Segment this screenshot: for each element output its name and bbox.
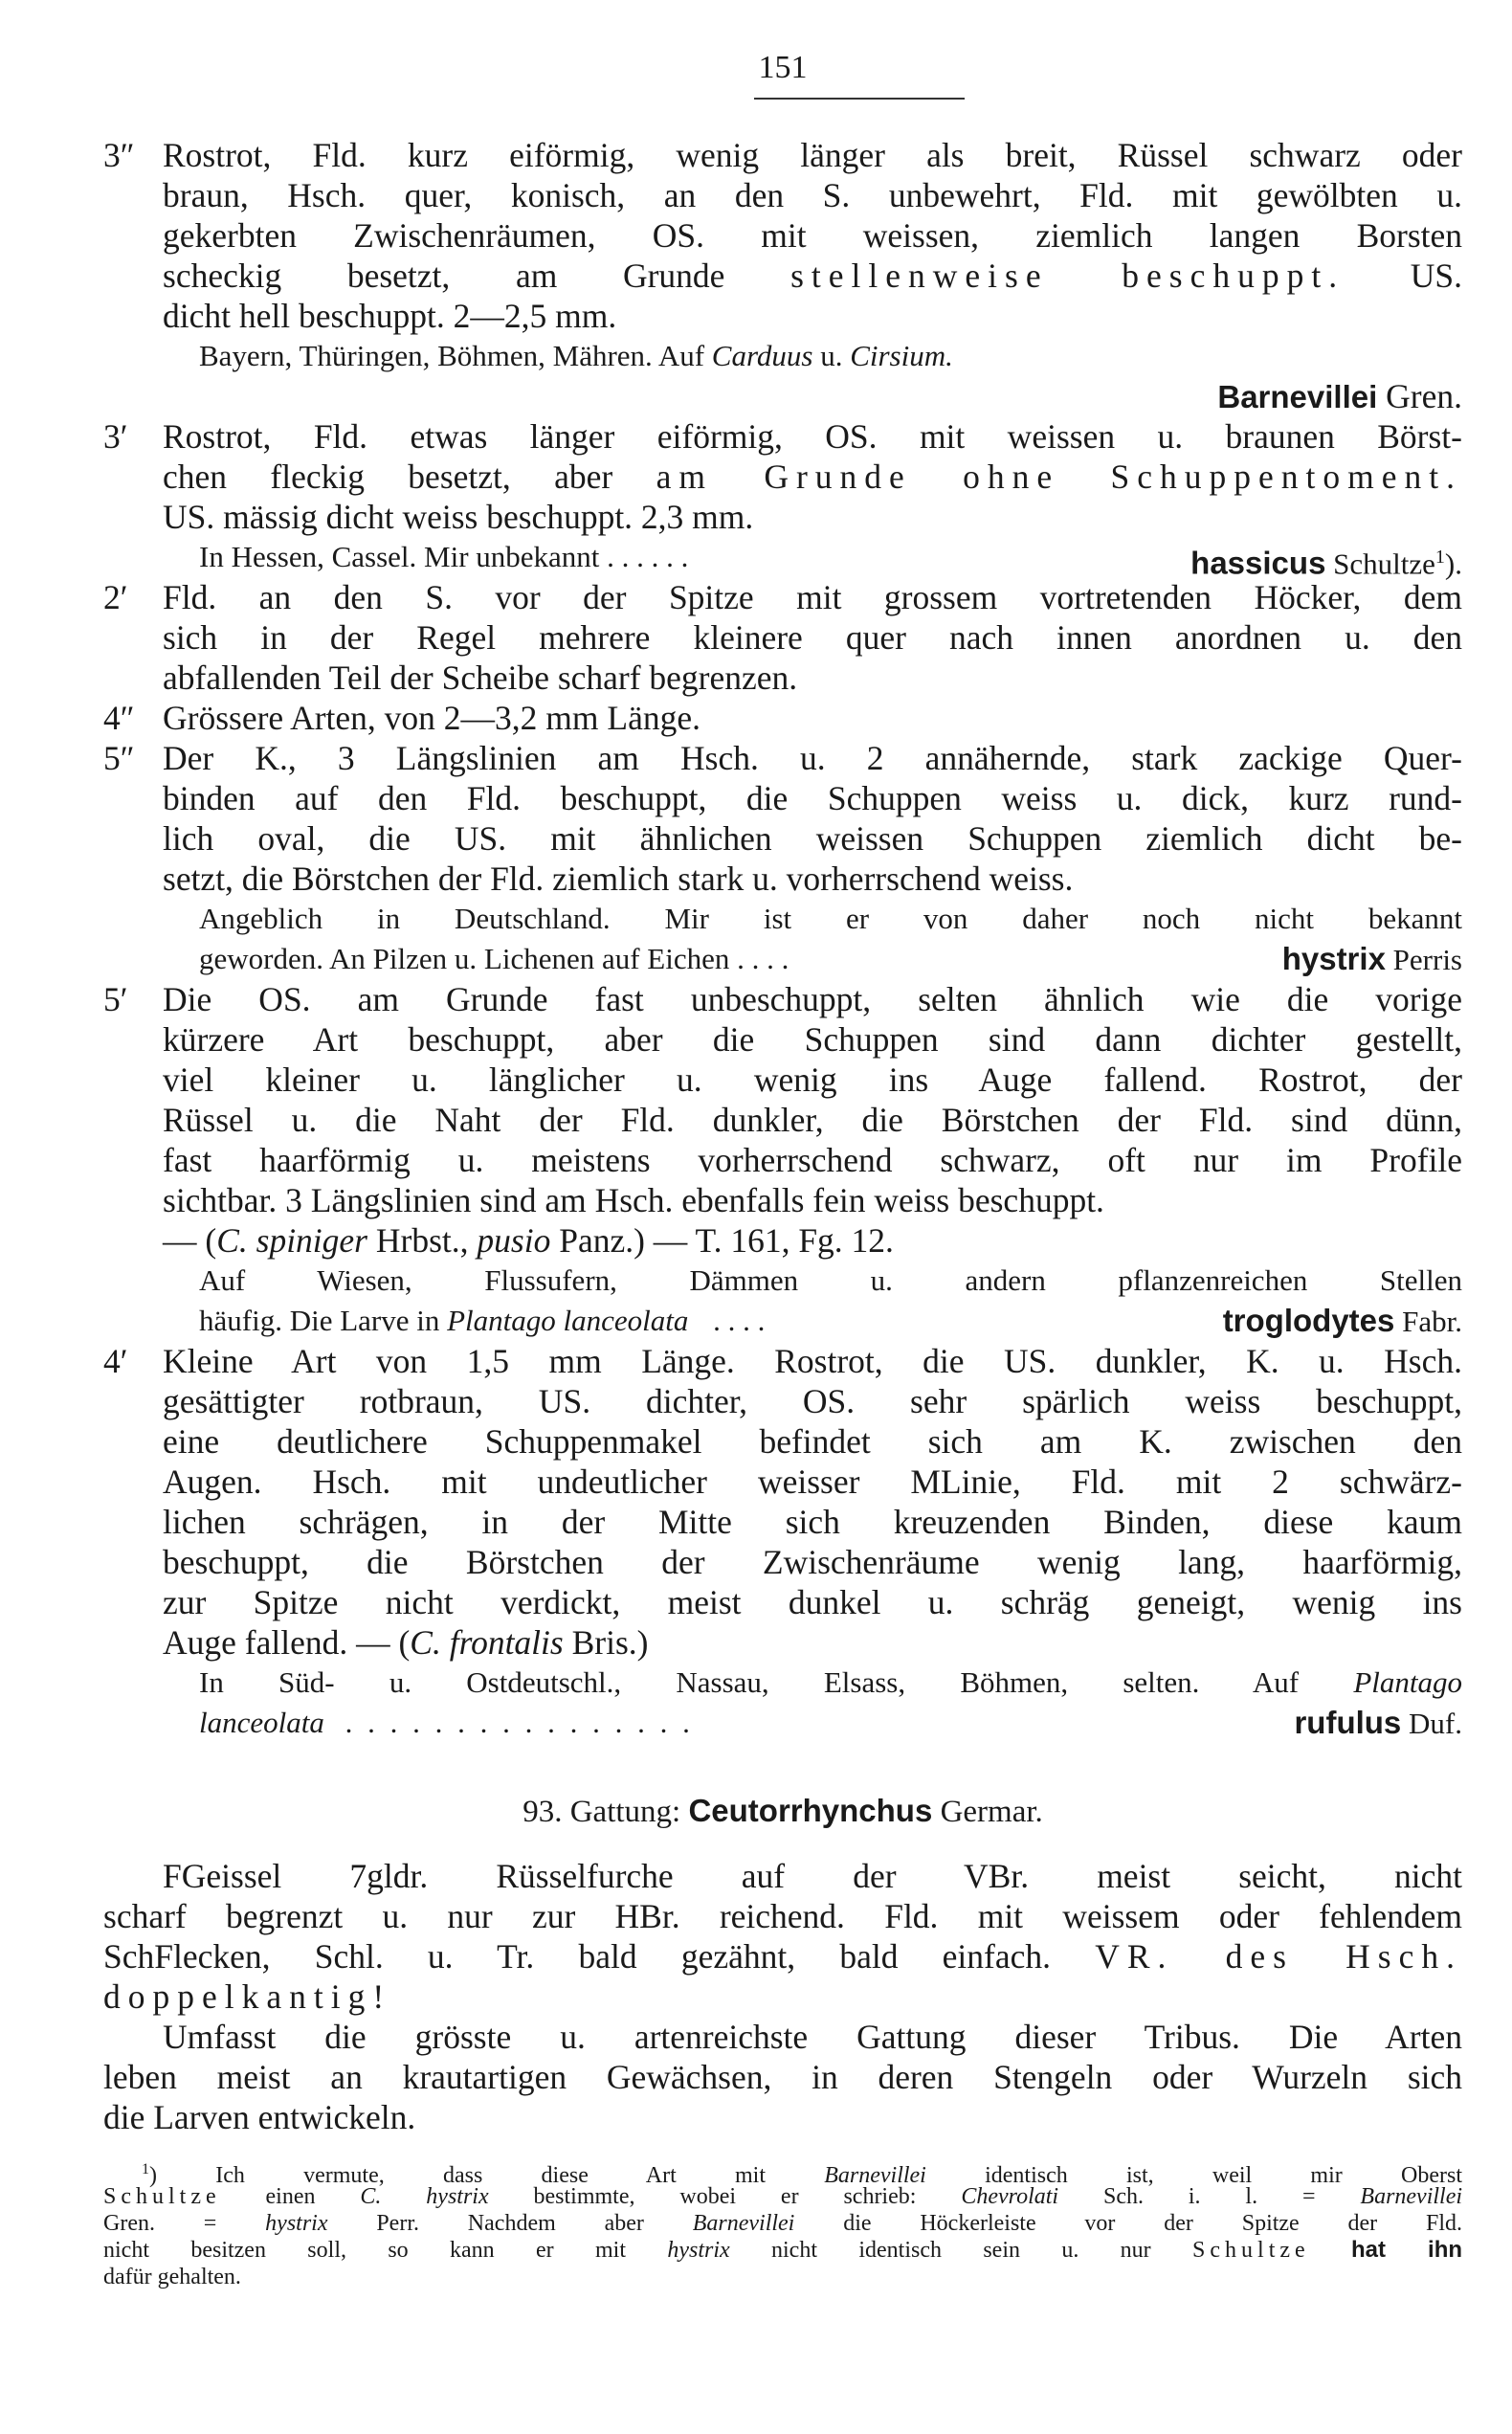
entry-text: US. — [1410, 257, 1462, 295]
genus-label: Gattung: — [569, 1795, 681, 1829]
spaced-emphasis: Schultze — [103, 2184, 221, 2209]
host-plant: Carduus — [711, 339, 813, 372]
spaced-emphasis: Schultze — [1192, 2238, 1310, 2263]
genus-number: 93. — [523, 1795, 563, 1829]
locality-line — [199, 1300, 1462, 1342]
entry-line: Fld. an den S. vor der Spitze mit grossem vortretenden Höcker, dem — [163, 578, 1462, 616]
genus-line: FGeissel 7gldr. Rüsselfurche auf der VBr. meist seicht, nicht — [163, 1857, 1462, 1895]
entry-line: sichtbar. 3 Längslinien sind am Hsch. ebenfalls fein weiss beschuppt. — [163, 1181, 1104, 1219]
entry-line: Der K., 3 Längslinien am Hsch. u. 2 annähernde, stark zackige Quer- — [163, 739, 1462, 777]
entry-line: fast haarförmig u. meistens vorherrschend schwarz, oft nur im Profile — [163, 1141, 1462, 1179]
entry-text: chen fleckig besetzt, aber — [163, 458, 613, 496]
species-name-line — [103, 375, 1462, 417]
footnote-text: die Höckerleiste vor der Spitze der Fld. — [843, 2211, 1463, 2236]
spaced-emphasis: VR. des Hsch. — [1095, 1937, 1462, 1976]
genus-text: SchFlecken, Schl. u. Tr. bald gezähnt, bald einfach. — [103, 1937, 1051, 1976]
entry-line: Grössere Arten, von 2—3,2 mm Länge. — [163, 699, 700, 737]
entry-line: lichen schrägen, in der Mitte sich kreuzenden Binden, diese kaum — [163, 1503, 1462, 1541]
entry-text: Hrbst., — [375, 1221, 469, 1260]
key-entry-4pp — [103, 697, 1462, 739]
spaced-emphasis: am Grunde ohne Schuppentoment. — [656, 458, 1462, 496]
footnote-mark: 1 — [142, 2161, 149, 2177]
locality-line — [199, 536, 1462, 581]
entry-text: Auge fallend. — ( — [163, 1623, 411, 1662]
entry-line: viel kleiner u. länglicher u. wenig ins Auge fallend. Rostrot, der — [163, 1061, 1462, 1099]
footnote-species: Barnevillei — [824, 2163, 926, 2188]
species-name: Barnevillei — [1217, 379, 1378, 414]
footnote-ref: 1 — [1434, 547, 1445, 568]
entry-line: kürzere Art beschuppt, aber die Schuppen sind dann dichter gestellt, — [163, 1020, 1462, 1059]
entry-line: lich oval, die US. mit ähnlichen weissen Schuppen ziemlich dicht be- — [163, 819, 1462, 858]
entry-line — [163, 1621, 648, 1664]
footnote-species: Chevrolati — [961, 2184, 1059, 2209]
host-plant: Cirsium. — [850, 339, 953, 372]
entry-text: scheckig besetzt, am Grunde — [163, 257, 725, 295]
species-name: hassicus — [1190, 545, 1326, 581]
locality-line: Angeblich in Deutschland. Mir ist er von daher noch nicht bekannt — [199, 902, 1462, 935]
footnote-text: ) Ich vermute, dass diese Art mit — [149, 2163, 766, 2188]
couplet-marker: 5″ — [103, 739, 135, 777]
footnote-line — [103, 2211, 1462, 2236]
entry-line: gekerbten Zwischenräumen, OS. mit weissen, ziemlich langen Borsten — [163, 216, 1462, 255]
entry-line: beschuppt, die Börstchen der Zwischenräume wenig lang, haarförmig, — [163, 1543, 1462, 1581]
entry-line: sich in der Regel mehrere kleinere quer nach innen anordnen u. den — [163, 618, 1462, 657]
species-name: rufulus — [1294, 1705, 1402, 1740]
genus-line: leben meist an krautartigen Gewächsen, in deren Stengeln oder Wurzeln sich — [103, 2058, 1462, 2096]
genus-line — [103, 1935, 1462, 1977]
synonym-name: C. spiniger — [216, 1221, 367, 1260]
footnote-line — [142, 2157, 1462, 2188]
entry-line: Kleine Art von 1,5 mm Länge. Rostrot, die US. dunkler, K. u. Hsch. — [163, 1342, 1462, 1380]
entry-text: — ( — [163, 1221, 217, 1260]
couplet-marker: 3′ — [103, 417, 128, 456]
entry-line: binden auf den Fld. beschuppt, die Schuppen weiss u. dick, kurz rund- — [163, 779, 1462, 817]
synonymy-line — [163, 1219, 894, 1262]
couplet-marker: 4″ — [103, 699, 135, 737]
footnote-species: C. hystrix — [360, 2184, 489, 2209]
host-plant: Plantago lanceolata — [447, 1304, 689, 1337]
species-name: troglodytes — [1222, 1303, 1395, 1338]
genus-heading — [103, 1790, 1462, 1832]
couplet-marker: 3″ — [103, 136, 135, 174]
couplet-marker: 4′ — [103, 1342, 128, 1380]
entry-line: dicht hell beschuppt. 2—2,5 mm. — [163, 297, 617, 335]
species-author: Fabr. — [1402, 1305, 1462, 1338]
footnote-text: bestimmte, wobei er schrieb: — [533, 2184, 917, 2209]
footnote-text: Sch. i. l. = — [1102, 2184, 1316, 2209]
entry-line: zur Spitze nicht verdickt, meist dunkel u. schräg geneigt, wenig ins — [163, 1583, 1462, 1621]
spaced-emphasis: stellenweise beschuppt. — [790, 257, 1345, 295]
locality-line: Auf Wiesen, Flussufern, Dämmen u. andern pflanzenreichen Stellen — [199, 1263, 1462, 1297]
entry-line: braun, Hsch. quer, konisch, an den S. unbewehrt, Fld. mit gewölbten u. — [163, 176, 1462, 214]
entry-line: Die OS. am Grunde fast unbeschuppt, selten ähnlich wie die vorige — [163, 980, 1462, 1018]
entry-text: ). — [1444, 547, 1462, 581]
species-author: Perris — [1392, 943, 1462, 976]
footnote-text: nicht besitzen soll, so kann er mit — [103, 2238, 626, 2263]
footnote-text: Perr. Nachdem aber — [376, 2211, 644, 2236]
footnote-text: identisch ist, weil mir Oberst — [985, 2163, 1462, 2188]
locality-text: In Süd- u. Ostdeutschl., Nassau, Elsass, Böhmen, selten. Auf — [199, 1665, 1300, 1699]
locality-text: geworden. An Pilzen u. Lichenen auf Eichen . . . . — [199, 942, 789, 975]
entry-line: setzt, die Börstchen der Fld. ziemlich stark u. vorherrschend weiss. — [163, 860, 1074, 898]
species-name: hystrix — [1281, 941, 1386, 976]
genus-line: scharf begrenzt u. nur zur HBr. reichend. Fld. mit weissem oder fehlendem — [103, 1897, 1462, 1935]
locality-line — [199, 938, 1462, 980]
leader-dots: . . . . . . . . . . . . . . . . — [345, 1706, 694, 1739]
footnote-species: Barnevillei — [692, 2211, 795, 2236]
entry-line: Rostrot, Fld. etwas länger eiförmig, OS. mit weissen u. braunen Börst- — [163, 417, 1462, 456]
genus-line: die Larven entwickeln. — [103, 2098, 416, 2136]
entry-line: abfallenden Teil der Scheibe scharf begrenzen. — [163, 659, 798, 697]
footnote-line — [103, 2238, 1462, 2263]
synonym-name: C. frontalis — [410, 1623, 564, 1662]
page-number: 151 — [758, 50, 808, 85]
footnote-line: dafür gehalten. — [103, 2265, 241, 2289]
genus-author: Germar. — [940, 1795, 1043, 1829]
page-number-rule — [754, 98, 965, 100]
leader-dots: . . . . — [713, 1304, 766, 1337]
entry-line: Augen. Hsch. mit undeutlicher weisser MLinie, Fld. mit 2 schwärz- — [163, 1463, 1462, 1501]
entry-line — [163, 456, 1462, 498]
locality-text: u. — [820, 339, 843, 372]
genus-name: Ceutorrhynchus — [688, 1793, 933, 1828]
footnote-line — [103, 2184, 1462, 2209]
host-plant: lanceolata — [199, 1706, 324, 1739]
species-author: Gren. — [1386, 377, 1462, 415]
couplet-marker: 5′ — [103, 980, 128, 1018]
locality-line — [199, 1662, 1462, 1704]
footnote-text: hat ihn — [1351, 2237, 1463, 2263]
footnote-text: nicht identisch sein u. nur — [771, 2238, 1151, 2263]
genus-line: Umfasst die grösste u. artenreichste Gattung dieser Tribus. Die Arten — [163, 2018, 1462, 2056]
entry-line: Rostrot, Fld. kurz eiförmig, wenig länger als breit, Rüssel schwarz oder — [163, 136, 1462, 174]
couplet-marker: 2′ — [103, 578, 128, 616]
locality-text: häufig. Die Larve in — [199, 1304, 440, 1337]
locality-text: Bayern, Thüringen, Böhmen, Mähren. Auf — [199, 339, 705, 372]
species-author: Schultze — [1333, 547, 1435, 581]
synonym-name: pusio — [477, 1221, 551, 1260]
footnote-species: hystrix — [667, 2238, 730, 2263]
locality-line — [199, 335, 953, 377]
entry-line — [163, 255, 1462, 297]
footnote-text: Gren. = — [103, 2211, 217, 2236]
species-author: Duf. — [1409, 1707, 1462, 1740]
entry-line: US. mässig dicht weiss beschuppt. 2,3 mm. — [163, 498, 754, 536]
entry-text: Bris.) — [571, 1623, 649, 1662]
footnote-text: einen — [265, 2184, 316, 2209]
host-plant: Plantago — [1353, 1665, 1462, 1699]
genus-line: doppelkantig! — [103, 1977, 392, 2016]
entry-line: Rüssel u. die Naht der Fld. dunkler, die Börstchen der Fld. sind dünn, — [163, 1101, 1462, 1139]
locality-text: In Hessen, Cassel. Mir unbekannt . . . . . . — [199, 540, 689, 573]
locality-line — [199, 1702, 1462, 1744]
footnote-species: hystrix — [265, 2211, 328, 2236]
entry-line: gesättigter rotbraun, US. dichter, OS. sehr spärlich weiss beschuppt, — [163, 1382, 1462, 1420]
entry-line: eine deutlichere Schuppenmakel befindet sich am K. zwischen den — [163, 1422, 1462, 1461]
entry-text: Panz.) — T. 161, Fg. 12. — [559, 1221, 894, 1260]
footnote-species: Barnevillei — [1360, 2184, 1463, 2209]
